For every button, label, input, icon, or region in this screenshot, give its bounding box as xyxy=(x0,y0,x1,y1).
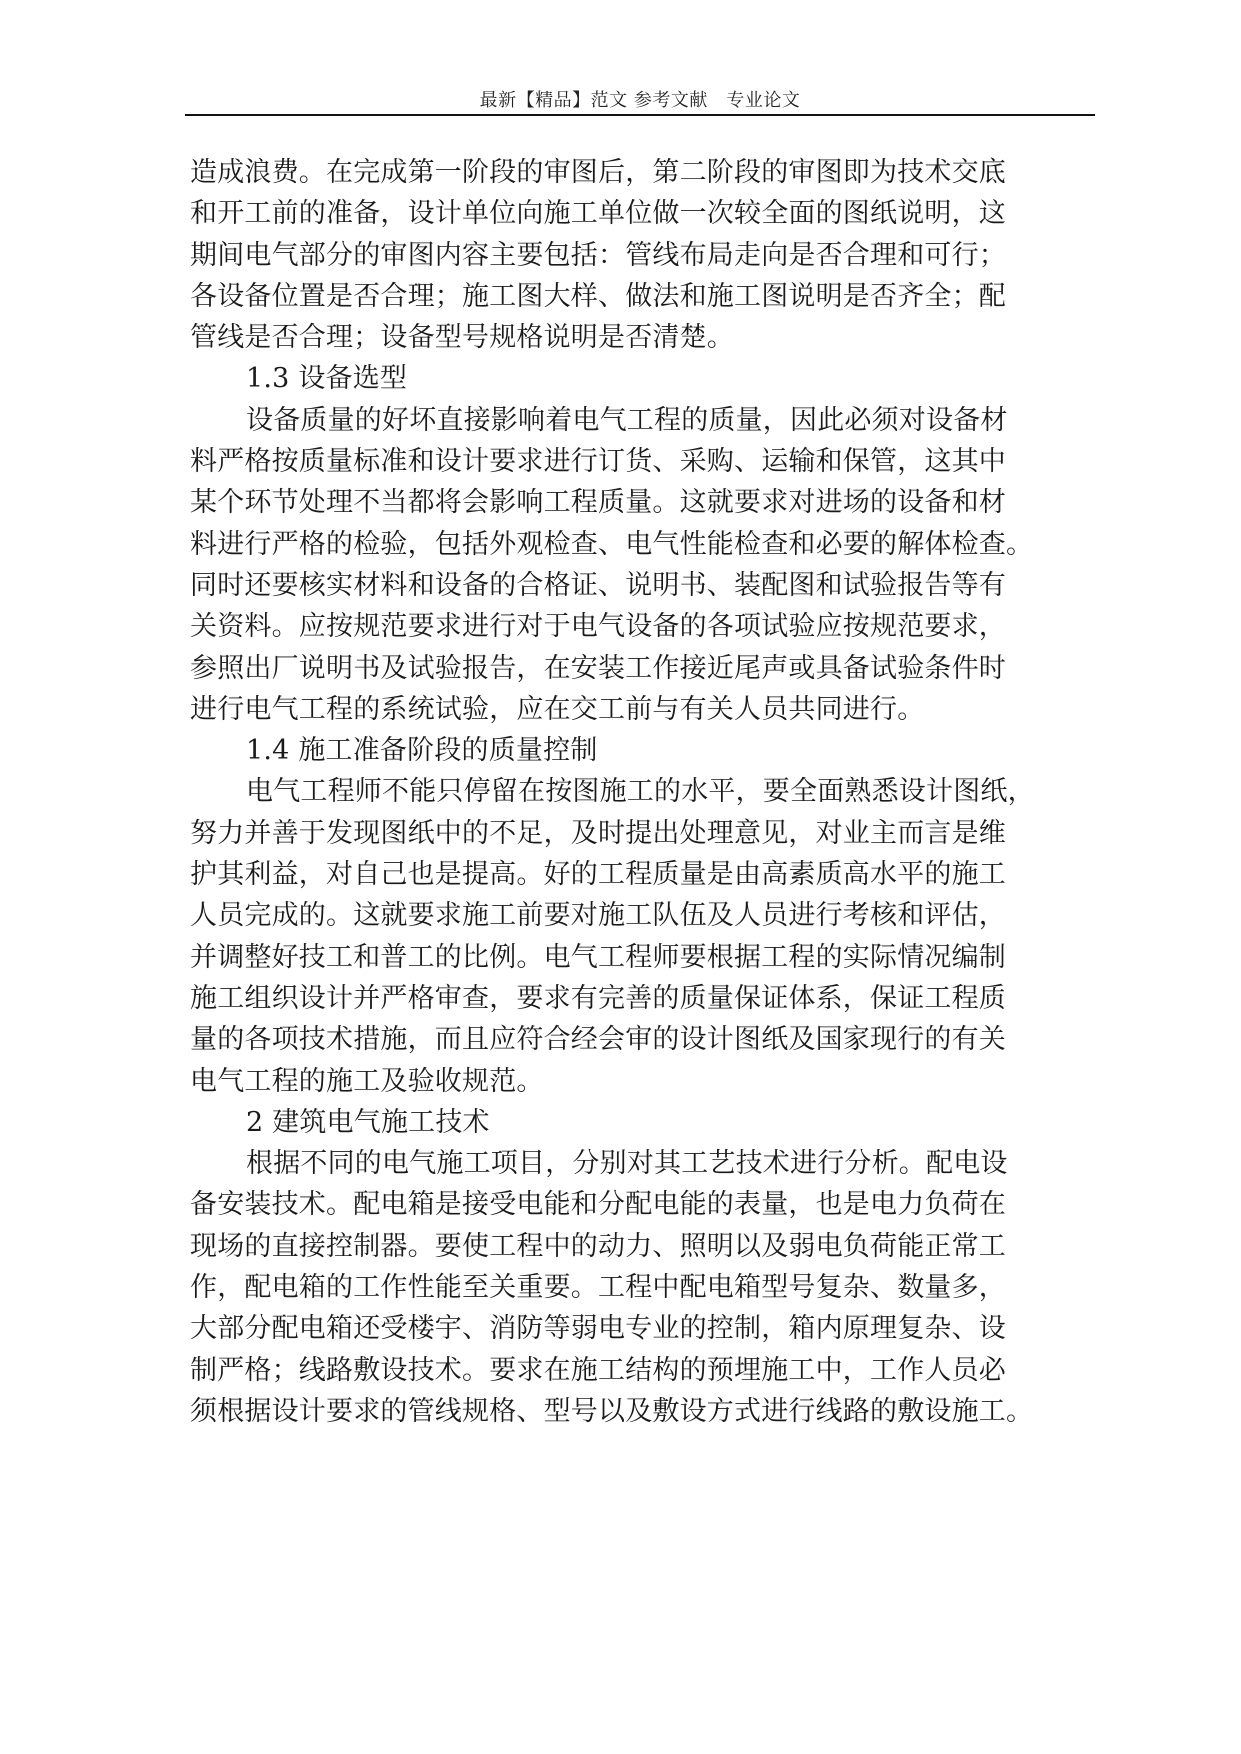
text-line: 料进行严格的检验，包括外观检查、电气性能检查和必要的解体检查。 xyxy=(190,528,1034,560)
page-header: 最新【精品】范文 参考文献 专业论文 xyxy=(479,90,801,111)
text-line: 期间电气部分的审图内容主要包括：管线布局走向是否合理和可行； xyxy=(190,239,1006,271)
text-line: 量的各项技术措施，而且应符合经会审的设计图纸及国家现行的有关 xyxy=(190,1024,1006,1056)
text-line: 人员完成的。这就要求施工前要对施工队伍及人员进行考核和评估， xyxy=(190,900,1006,932)
text-line: 2 建筑电气施工技术 xyxy=(246,1106,490,1138)
text-line: 料严格按质量标准和设计要求进行订货、采购、运输和保管，这其中 xyxy=(190,446,1006,478)
header-divider xyxy=(185,114,1095,116)
text-line: 电气工程师不能只停留在按图施工的水平，要全面熟悉设计图纸， xyxy=(246,776,1035,808)
text-line: 进行电气工程的系统试验，应在交工前与有关人员共同进行。 xyxy=(190,693,925,725)
text-line: 设备质量的好坏直接影响着电气工程的质量，因此必须对设备材 xyxy=(246,404,1008,436)
text-line: 护其利益，对自己也是提高。好的工程质量是由高素质高水平的施工 xyxy=(190,859,1006,891)
text-line: 管线是否合理；设备型号规格说明是否清楚。 xyxy=(190,322,734,354)
text-line: 同时还要核实材料和设备的合格证、说明书、装配图和试验报告等有 xyxy=(190,569,1006,601)
text-line: 造成浪费。在完成第一阶段的审图后，第二阶段的审图即为技术交底 xyxy=(190,157,1006,188)
text-line: 备安装技术。配电箱是接受电能和分配电能的表量，也是电力负荷在 xyxy=(190,1189,1006,1221)
text-line: 制严格；线路敷设技术。要求在施工结构的预埋施工中，工作人员必 xyxy=(190,1354,1006,1386)
text-line: 1.3 设备选型 xyxy=(246,363,408,395)
text-line: 大部分配电箱还受楼宇、消防等弱电专业的控制，箱内原理复杂、设 xyxy=(190,1313,1006,1345)
text-line: 电气工程的施工及验收规范。 xyxy=(190,1065,544,1097)
text-line: 各设备位置是否合理；施工图大样、做法和施工图说明是否齐全；配 xyxy=(190,280,1006,312)
text-line: 并调整好技工和普工的比例。电气工程师要根据工程的实际情况编制 xyxy=(190,941,1006,973)
text-line: 参照出厂说明书及试验报告，在安装工作接近尾声或具备试验条件时 xyxy=(190,652,1006,684)
text-line: 关资料。应按规范要求进行对于电气设备的各项试验应按规范要求， xyxy=(190,611,1006,643)
text-line: 施工组织设计并严格审查，要求有完善的质量保证体系，保证工程质 xyxy=(190,982,1006,1014)
text-line: 根据不同的电气施工项目，分别对其工艺技术进行分析。配电设 xyxy=(246,1148,1008,1180)
text-line: 努力并善于发现图纸中的不足，及时提出处理意见，对业主而言是维 xyxy=(190,817,1006,849)
body-text xyxy=(190,152,1060,1432)
text-line: 现场的直接控制器。要使工程中的动力、照明以及弱电负荷能正常工 xyxy=(190,1230,1006,1262)
text-line: 某个环节处理不当都将会影响工程质量。这就要求对进场的设备和材 xyxy=(190,487,1006,519)
text-line: 1.4 施工准备阶段的质量控制 xyxy=(246,735,598,767)
text-line: 作，配电箱的工作性能至关重要。工程中配电箱型号复杂、数量多， xyxy=(190,1272,1006,1304)
text-line: 须根据设计要求的管线规格、型号以及敷设方式进行线路的敷设施工。 xyxy=(190,1395,1034,1427)
text-line: 和开工前的准备，设计单位向施工单位做一次较全面的图纸说明，这 xyxy=(190,198,1006,230)
